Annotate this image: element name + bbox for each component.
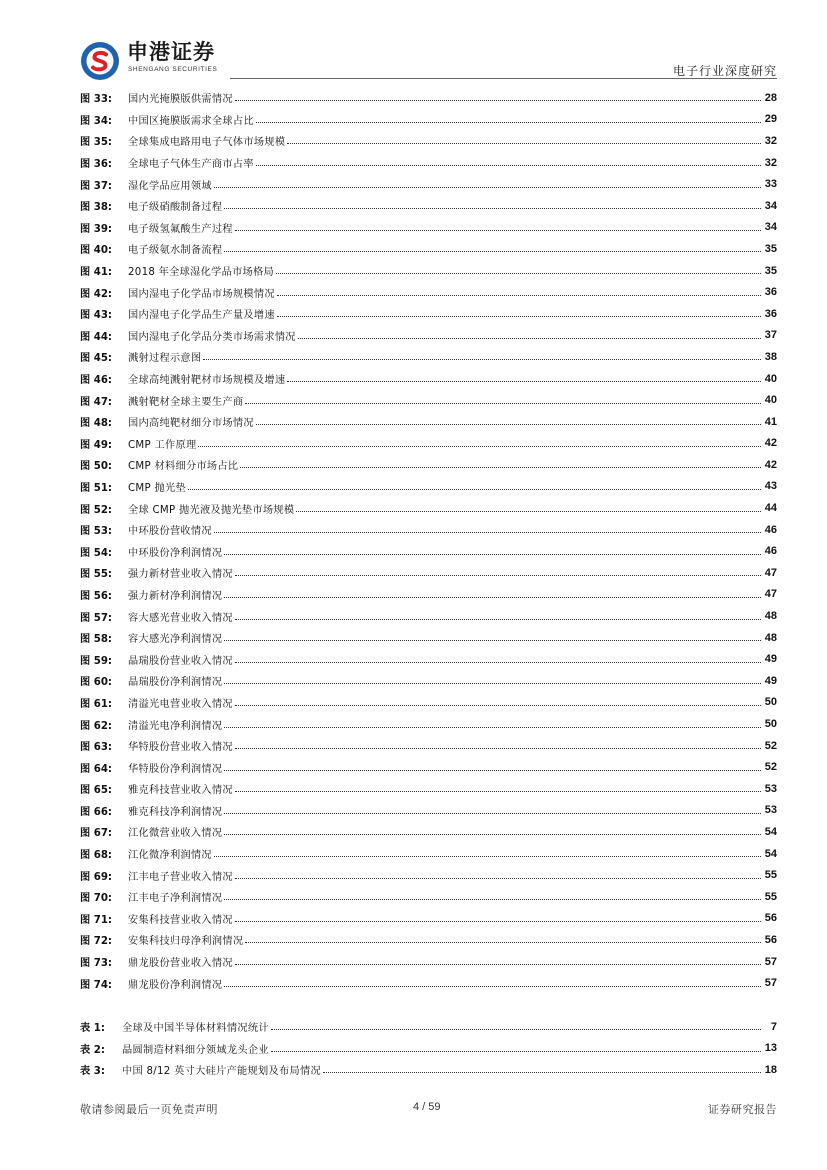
toc-entry-page: 57 — [764, 977, 777, 990]
toc-entry-label: 图 41: — [80, 267, 112, 279]
toc-entry-title: 电子级硝酸制备过程 — [128, 202, 223, 214]
toc-entry-title: 安集科技营业收入情况 — [128, 914, 233, 926]
toc-entry-title: 全球电子气体生产商市占率 — [128, 159, 254, 171]
toc-entry-page: 36 — [764, 286, 777, 299]
table-toc-entry[interactable] — [80, 1038, 777, 1060]
toc-entry-title: 晶瑞股份净利润情况 — [128, 677, 223, 689]
toc-entry-label: 图 71: — [80, 914, 112, 926]
toc-entry-page: 36 — [764, 307, 777, 320]
toc-entry-title: 强力新材净利润情况 — [128, 590, 223, 602]
header-divider — [230, 78, 777, 79]
toc-entry-label: 图 55: — [80, 569, 112, 581]
toc-leader-dots — [214, 856, 761, 857]
toc-entry-page: 46 — [764, 545, 777, 558]
toc-entry-label: 图 74: — [80, 979, 112, 991]
toc-entry-title: CMP 材料细分市场占比 — [128, 461, 239, 473]
toc-entry-label: 图 65: — [80, 785, 112, 797]
toc-entry-page: 56 — [764, 912, 777, 925]
toc-entry-title: 电子级氨水制备流程 — [128, 245, 223, 257]
toc-entry-page: 43 — [764, 480, 777, 493]
toc-entry-page: 38 — [764, 350, 777, 363]
toc-entry-page: 50 — [764, 718, 777, 731]
toc-entry-label: 图 45: — [80, 353, 112, 365]
toc-entry-title: 国内高纯靶材细分市场情况 — [128, 418, 254, 430]
figure-toc-entry[interactable] — [80, 346, 777, 368]
toc-entry-page: 29 — [764, 113, 777, 126]
toc-leader-dots — [277, 295, 761, 296]
toc-leader-dots — [214, 532, 761, 533]
figure-toc-entry[interactable] — [80, 109, 777, 131]
figure-toc-entry[interactable] — [80, 540, 777, 562]
toc-leader-dots — [256, 122, 761, 123]
table-toc-entry[interactable] — [80, 1059, 777, 1081]
figure-toc-entry[interactable] — [80, 821, 777, 843]
toc-entry-page: 50 — [764, 696, 777, 709]
figure-toc-entry[interactable] — [80, 713, 777, 735]
toc-entry-page: 33 — [764, 178, 777, 191]
toc-entry-title: 2018 年全球湿化学品市场格局 — [128, 267, 275, 279]
toc-entry-page: 44 — [764, 502, 777, 515]
toc-entry-title: 清溢光电净利润情况 — [128, 720, 223, 732]
brand-name-en: SHENGANG SECURITIES — [128, 66, 218, 73]
toc-entry-label: 图 63: — [80, 742, 112, 754]
toc-entry-page: 55 — [764, 890, 777, 903]
toc-leader-dots — [214, 187, 761, 188]
toc-entry-label: 图 69: — [80, 871, 112, 883]
toc-leader-dots — [224, 640, 761, 641]
toc-entry-label: 图 61: — [80, 698, 112, 710]
toc-entry-label: 图 56: — [80, 590, 112, 602]
toc-entry-title: 国内光掩膜版供需情况 — [128, 94, 233, 106]
figure-toc-entry[interactable] — [80, 217, 777, 239]
toc-leader-dots — [235, 100, 761, 101]
toc-entry-label: 图 60: — [80, 677, 112, 689]
toc-leader-dots — [224, 597, 761, 598]
toc-entry-label: 图 62: — [80, 720, 112, 732]
toc-entry-label: 图 52: — [80, 504, 112, 516]
toc-entry-label: 图 48: — [80, 418, 112, 430]
toc-entry-page: 18 — [764, 1063, 777, 1076]
toc-entry-label: 图 70: — [80, 893, 112, 905]
figure-toc-entry[interactable] — [80, 951, 777, 973]
toc-entry-page: 48 — [764, 610, 777, 623]
figure-toc-entry[interactable] — [80, 562, 777, 584]
toc-entry-page: 35 — [764, 242, 777, 255]
toc-entry-title: 国内湿电子化学品市场规模情况 — [128, 288, 275, 300]
figure-toc-entry[interactable] — [80, 325, 777, 347]
figure-toc-entry[interactable] — [80, 476, 777, 498]
toc-leader-dots — [256, 165, 761, 166]
table-toc-entry[interactable] — [80, 1016, 777, 1038]
figure-toc-entry[interactable] — [80, 843, 777, 865]
figure-toc-entry[interactable] — [80, 627, 777, 649]
toc-leader-dots — [224, 251, 761, 252]
toc-entry-title: 全球及中国半导体材料情况统计 — [122, 1023, 269, 1035]
figure-toc-entry[interactable] — [80, 605, 777, 627]
table-of-contents — [80, 87, 777, 1081]
toc-entry-page: 48 — [764, 631, 777, 644]
toc-entry-label: 图 50: — [80, 461, 112, 473]
toc-leader-dots — [198, 446, 761, 447]
toc-entry-page: 53 — [764, 804, 777, 817]
figure-toc-entry[interactable] — [80, 886, 777, 908]
toc-entry-title: 全球 CMP 抛光液及抛光垫市场规模 — [128, 504, 295, 516]
toc-entry-label: 图 44: — [80, 331, 112, 343]
toc-entry-label: 图 59: — [80, 655, 112, 667]
toc-entry-page: 37 — [764, 329, 777, 342]
section-gap — [80, 994, 777, 1016]
toc-entry-title: 中国区掩膜版需求全球占比 — [128, 115, 254, 127]
toc-leader-dots — [203, 359, 761, 360]
figure-toc-entry[interactable] — [80, 648, 777, 670]
report-type: 电子行业深度研究 — [672, 64, 777, 78]
figure-toc-entry[interactable] — [80, 670, 777, 692]
brand-name-cn: 申港证券 — [127, 40, 215, 64]
figure-toc-entry[interactable] — [80, 260, 777, 282]
toc-leader-dots — [245, 403, 761, 404]
toc-leader-dots — [224, 683, 761, 684]
toc-entry-label: 图 53: — [80, 526, 112, 538]
toc-entry-title: 溅射过程示意图 — [128, 353, 202, 365]
figure-list — [80, 87, 777, 994]
toc-leader-dots — [271, 1029, 761, 1030]
toc-entry-label: 图 35: — [80, 137, 112, 149]
footer-doc-type: 证券研究报告 — [708, 1103, 777, 1116]
toc-entry-page: 28 — [764, 91, 777, 104]
toc-leader-dots — [235, 921, 761, 922]
figure-toc-entry[interactable] — [80, 454, 777, 476]
toc-leader-dots — [224, 554, 761, 555]
toc-entry-title: 湿化学品应用领域 — [128, 180, 212, 192]
toc-entry-title: 安集科技归母净利润情况 — [128, 936, 244, 948]
toc-entry-title: 溅射靶材全球主要生产商 — [128, 396, 244, 408]
toc-entry-title: 全球高纯溅射靶材市场规模及增速 — [128, 375, 286, 387]
toc-entry-label: 图 36: — [80, 159, 112, 171]
toc-entry-label: 图 51: — [80, 482, 112, 494]
toc-leader-dots — [224, 770, 761, 771]
toc-leader-dots — [323, 1072, 761, 1073]
figure-toc-entry[interactable] — [80, 130, 777, 152]
toc-leader-dots — [235, 964, 761, 965]
footer-disclaimer: 敬请参阅最后一页免责声明 — [80, 1103, 218, 1116]
toc-entry-title: 雅克科技营业收入情况 — [128, 785, 233, 797]
toc-entry-label: 图 57: — [80, 612, 112, 624]
toc-entry-label: 图 72: — [80, 936, 112, 948]
toc-entry-label: 图 37: — [80, 180, 112, 192]
toc-leader-dots — [298, 338, 761, 339]
toc-entry-title: 强力新材营业收入情况 — [128, 569, 233, 581]
toc-entry-title: 清溢光电营业收入情况 — [128, 698, 233, 710]
figure-toc-entry[interactable] — [80, 281, 777, 303]
toc-entry-title: 鼎龙股份净利润情况 — [128, 979, 223, 991]
figure-toc-entry[interactable] — [80, 972, 777, 994]
toc-entry-title: 中国 8/12 英寸大硅片产能规划及布局情况 — [122, 1066, 321, 1078]
toc-entry-page: 47 — [764, 566, 777, 579]
toc-leader-dots — [224, 986, 761, 987]
toc-entry-page: 57 — [764, 955, 777, 968]
toc-entry-label: 图 47: — [80, 396, 112, 408]
toc-leader-dots — [235, 575, 761, 576]
toc-leader-dots — [235, 878, 761, 879]
toc-leader-dots — [235, 791, 761, 792]
toc-entry-label: 图 39: — [80, 223, 112, 235]
toc-entry-title: 国内湿电子化学品分类市场需求情况 — [128, 331, 296, 343]
toc-entry-label: 图 38: — [80, 202, 112, 214]
toc-entry-page: 40 — [764, 394, 777, 407]
figure-toc-entry[interactable] — [80, 433, 777, 455]
toc-entry-title: 容大感光净利润情况 — [128, 634, 223, 646]
figure-toc-entry[interactable] — [80, 778, 777, 800]
toc-entry-label: 图 46: — [80, 375, 112, 387]
toc-entry-label: 图 58: — [80, 634, 112, 646]
toc-leader-dots — [224, 899, 761, 900]
toc-entry-title: 江丰电子营业收入情况 — [128, 871, 233, 883]
figure-toc-entry[interactable] — [80, 929, 777, 951]
toc-leader-dots — [235, 662, 761, 663]
toc-entry-page: 55 — [764, 869, 777, 882]
toc-entry-label: 图 42: — [80, 288, 112, 300]
toc-entry-title: 江丰电子净利润情况 — [128, 893, 223, 905]
figure-toc-entry[interactable] — [80, 195, 777, 217]
toc-entry-label: 图 54: — [80, 547, 112, 559]
figure-toc-entry[interactable] — [80, 800, 777, 822]
toc-entry-label: 图 33: — [80, 94, 112, 106]
figure-toc-entry[interactable] — [80, 497, 777, 519]
toc-entry-label: 图 34: — [80, 115, 112, 127]
figure-toc-entry[interactable] — [80, 389, 777, 411]
figure-toc-entry[interactable] — [80, 411, 777, 433]
toc-leader-dots — [287, 143, 761, 144]
toc-entry-label: 图 40: — [80, 245, 112, 257]
toc-leader-dots — [188, 489, 761, 490]
toc-entry-page: 53 — [764, 782, 777, 795]
figure-toc-entry[interactable] — [80, 303, 777, 325]
toc-entry-title: CMP 抛光垫 — [128, 482, 186, 494]
toc-entry-page: 34 — [764, 221, 777, 234]
toc-leader-dots — [224, 834, 761, 835]
toc-leader-dots — [224, 208, 761, 209]
toc-entry-title: 江化微净利润情况 — [128, 850, 212, 862]
page-header — [0, 0, 827, 80]
toc-entry-title: 中环股份营收情况 — [128, 526, 212, 538]
toc-leader-dots — [235, 230, 761, 231]
toc-leader-dots — [296, 511, 761, 512]
figure-toc-entry[interactable] — [80, 238, 777, 260]
toc-entry-page: 49 — [764, 674, 777, 687]
toc-entry-page: 34 — [764, 199, 777, 212]
figure-toc-entry[interactable] — [80, 584, 777, 606]
toc-entry-label: 图 73: — [80, 958, 112, 970]
toc-entry-title: 国内湿电子化学品生产量及增速 — [128, 310, 275, 322]
figure-toc-entry[interactable] — [80, 173, 777, 195]
toc-leader-dots — [235, 748, 761, 749]
toc-entry-title: 鼎龙股份营业收入情况 — [128, 958, 233, 970]
figure-toc-entry[interactable] — [80, 908, 777, 930]
toc-entry-page: 46 — [764, 523, 777, 536]
toc-entry-label: 图 49: — [80, 439, 112, 451]
page-number: 4 / 59 — [413, 1101, 441, 1113]
toc-entry-page: 32 — [764, 156, 777, 169]
toc-entry-page: 40 — [764, 372, 777, 385]
toc-entry-title: 华特股份净利润情况 — [128, 763, 223, 775]
toc-entry-label: 表 3: — [80, 1066, 105, 1078]
toc-entry-title: 晶圆制造材料细分领域龙头企业 — [122, 1044, 269, 1056]
toc-entry-page: 7 — [770, 1020, 777, 1033]
figure-toc-entry[interactable] — [80, 152, 777, 174]
toc-entry-page: 52 — [764, 761, 777, 774]
toc-entry-title: 晶瑞股份营业收入情况 — [128, 655, 233, 667]
toc-entry-title: 江化微营业收入情况 — [128, 828, 223, 840]
toc-entry-page: 54 — [764, 825, 777, 838]
toc-leader-dots — [256, 424, 761, 425]
toc-leader-dots — [235, 619, 761, 620]
shengang-logo-icon — [80, 41, 120, 81]
toc-entry-label: 表 1: — [80, 1023, 105, 1035]
toc-entry-label: 图 68: — [80, 850, 112, 862]
toc-entry-title: 华特股份营业收入情况 — [128, 742, 233, 754]
toc-leader-dots — [277, 316, 761, 317]
figure-toc-entry[interactable] — [80, 368, 777, 390]
table-list — [80, 1016, 777, 1081]
figure-toc-entry[interactable] — [80, 756, 777, 778]
toc-leader-dots — [224, 813, 761, 814]
toc-entry-page: 49 — [764, 653, 777, 666]
toc-entry-page: 42 — [764, 437, 777, 450]
toc-entry-label: 图 64: — [80, 763, 112, 775]
toc-entry-title: 全球集成电路用电子气体市场规模 — [128, 137, 286, 149]
toc-entry-label: 图 66: — [80, 806, 112, 818]
toc-entry-title: 容大感光营业收入情况 — [128, 612, 233, 624]
toc-leader-dots — [276, 273, 761, 274]
toc-entry-label: 图 67: — [80, 828, 112, 840]
figure-toc-entry[interactable] — [80, 692, 777, 714]
toc-entry-label: 图 43: — [80, 310, 112, 322]
figure-toc-entry[interactable] — [80, 864, 777, 886]
toc-entry-title: 雅克科技净利润情况 — [128, 806, 223, 818]
toc-entry-page: 42 — [764, 458, 777, 471]
figure-toc-entry[interactable] — [80, 735, 777, 757]
toc-leader-dots — [271, 1051, 761, 1052]
toc-entry-title: 中环股份净利润情况 — [128, 547, 223, 559]
toc-entry-page: 47 — [764, 588, 777, 601]
toc-entry-page: 52 — [764, 739, 777, 752]
toc-entry-page: 32 — [764, 134, 777, 147]
toc-leader-dots — [224, 727, 761, 728]
toc-leader-dots — [245, 942, 761, 943]
toc-entry-title: 电子级氢氟酸生产过程 — [128, 223, 233, 235]
toc-entry-page: 41 — [764, 415, 777, 428]
toc-entry-page: 35 — [764, 264, 777, 277]
toc-leader-dots — [235, 705, 761, 706]
toc-entry-page: 13 — [764, 1042, 777, 1055]
figure-toc-entry[interactable] — [80, 519, 777, 541]
toc-entry-title: CMP 工作原理 — [128, 439, 197, 451]
toc-entry-page: 56 — [764, 933, 777, 946]
toc-leader-dots — [240, 467, 761, 468]
toc-entry-label: 表 2: — [80, 1044, 105, 1056]
toc-entry-page: 54 — [764, 847, 777, 860]
figure-toc-entry[interactable] — [80, 87, 777, 109]
toc-leader-dots — [287, 381, 761, 382]
